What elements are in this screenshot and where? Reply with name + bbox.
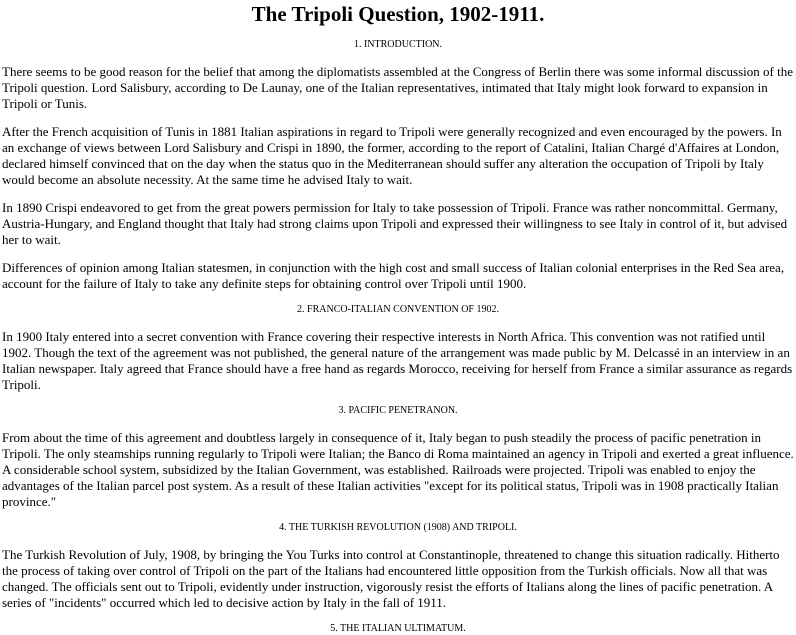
section-heading: 3. PACIFIC PENETRANON. — [338, 405, 458, 416]
section-turkish-revolution — [2, 522, 794, 611]
paragraph: From about the time of this agreement and doubtless largely in consequence of it, Italy began to push steadily the process of pacific penetration in Tripoli. The only steamships running regularly to Tripoli were Italian; the Banco di Roma maintained an agency in Tripoli and exerted a great influence. A considerable school system, subsidized by the Italian Government, was established. Railroads were projected. Tripoli was enabled to enjoy the advantages of the Italian parcel post system. As a result of these Italian activities "except for its political status, Tripoli was in 1908 practically Italian province." — [2, 430, 794, 509]
section-heading: 4. THE TURKISH REVOLUTION (1908) AND TRIPOLI. — [279, 522, 517, 533]
paragraph: Differences of opinion among Italian statesmen, in conjunction with the high cost and small success of Italian colonial enterprises in the Red Sea area, account for the failure of Italy to take any definite steps for obtaining control over Tripoli until 1900. — [2, 260, 785, 291]
paragraph: After the French acquisition of Tunis in 1881 Italian aspirations in regard to Tripoli were generally recognized and even encouraged by the powers. In an exchange of views between Lord Salisbury and Crispi in 1890, the former, according to the report of Catalini, Italian Chargé d'Affaires at London, declared himself convinced that on the day when the status quo in the Mediterranean should suffer any alteration the occupation of Tripoli by Italy would become an absolute necessity. At the same time he advised Italy to wait. — [2, 124, 782, 187]
paragraph: In 1900 Italy entered into a secret convention with France covering their respective interests in North Africa. This convention was not ratified until 1902. Though the text of the agreement was not published, the general nature of the arrangement was made public by M. Delcassé in an interview in an Italian newspaper. Italy agreed that France should have a free hand as regards Morocco, receiving for herself from France a similar assurance as regards Tripoli. — [2, 329, 793, 392]
paragraph: The Turkish Revolution of July, 1908, by bringing the You Turks into control at Constantinople, threatened to change this situation radically. Hitherto the process of taking over control of Tripoli on the part of the Italians had encountered little opposition from the Turkish officials. Now all that was changed. The officials sent out to Tripoli, evidently under instruction, vigorously resist the efforts of Italians along the lines of pacific penetration. A series of "incidents" occurred which led to decisive action by Italy in the fall of 1911. — [2, 547, 780, 610]
section-heading: 2. FRANCO-ITALIAN CONVENTION OF 1902. — [297, 304, 499, 315]
section-heading: 5. THE ITALIAN ULTIMATUM. — [330, 623, 466, 634]
section-italian-ultimatum — [2, 623, 794, 635]
paragraph: There seems to be good reason for the belief that among the diplomatists assembled at the Congress of Berlin there was some informal discussion of the Tripoli question. Lord Salisbury, according to De Launay, one of the Italian representatives, intimated that Italy might look forward to expansion in Tripoli or Tunis. — [2, 64, 794, 111]
section-introduction — [2, 39, 794, 292]
section-heading: 1. INTRODUCTION. — [353, 39, 443, 50]
section-pacific-penetration — [2, 405, 794, 510]
section-franco-italian-convention — [2, 304, 794, 393]
paragraph: In 1890 Crispi endeavored to get from the great powers permission for Italy to take possession of Tripoli. France was rather noncommittal. Germany, Austria-Hungary, and England thought that Italy had strong claims upon Tripoli and expressed their willingness to see Italy in control of it, but advised her to wait. — [2, 200, 788, 247]
document-title: The Tripoli Question, 1902-1911. — [251, 2, 545, 26]
